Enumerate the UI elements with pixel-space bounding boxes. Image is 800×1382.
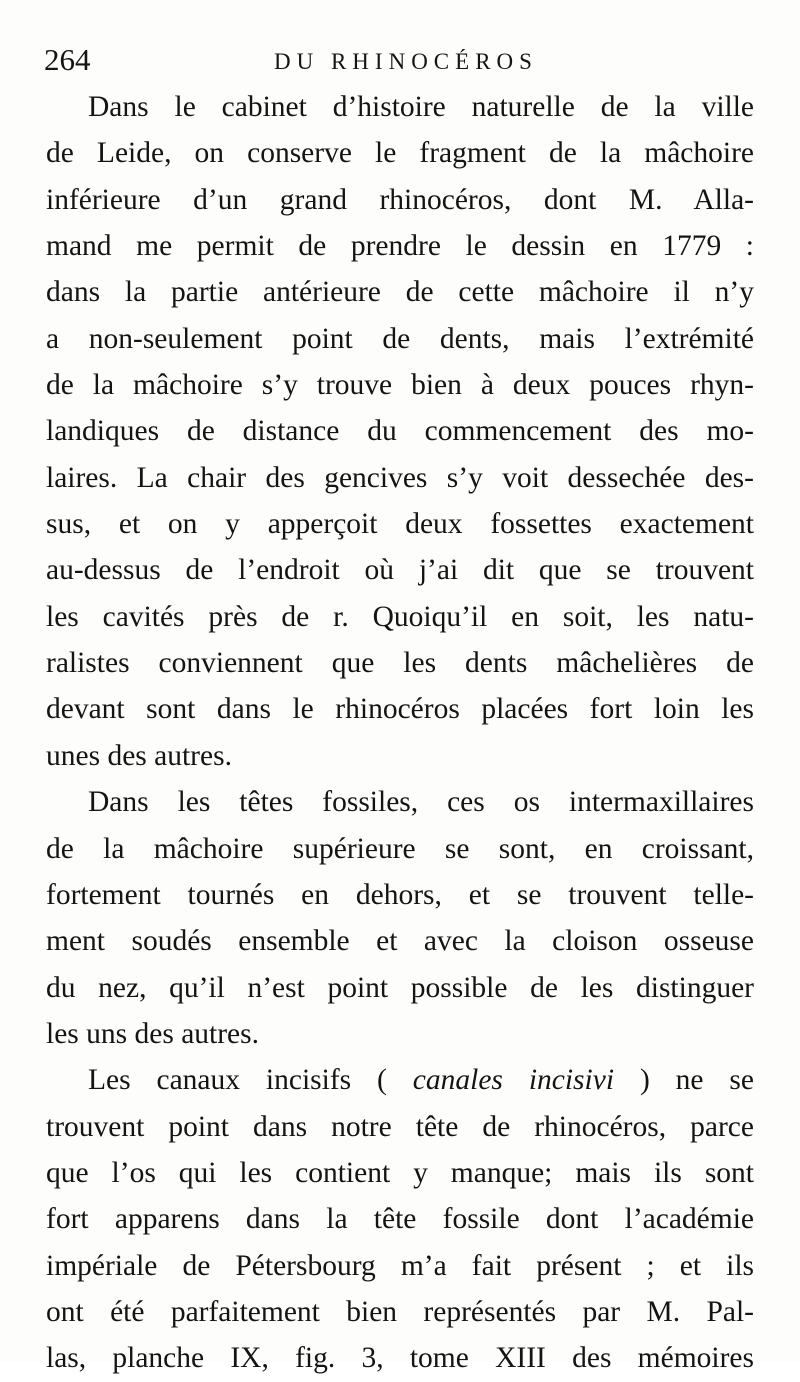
text-line: ont été parfaitement bien représentés par M. Pal- [46, 1295, 754, 1328]
text-run: Les canaux incisifs ( [88, 1064, 387, 1097]
text-run: ) ne se [639, 1064, 754, 1097]
text-line: ment soudés ensemble et avec la cloison osseuse [46, 925, 754, 958]
text-line: les cavités près de r. Quoiqu’il en soit, les natu- [46, 600, 754, 633]
paragraph-3 [46, 1057, 754, 1381]
text-line: fortement tournés en dehors, et se trouvent telle- [46, 878, 754, 911]
paragraph-1 [46, 84, 754, 779]
text-line: sus, et on y apperçoit deux fossettes exactement [46, 508, 754, 541]
body-text [46, 84, 754, 1382]
latin-term: canales incisivi [412, 1064, 615, 1097]
text-line: trouvent point dans notre tête de rhinocéros, parce [46, 1110, 754, 1143]
running-title: DU RHINOCÉROS [274, 49, 538, 74]
text-line [46, 1057, 754, 1103]
text-line: de la mâchoire s’y trouve bien à deux pouces rhyn- [46, 369, 754, 402]
text-line: unes des autres. [46, 739, 232, 772]
text-line: impériale de Pétersbourg m’a fait présent ; et ils [46, 1249, 754, 1282]
text-line: a non-seulement point de dents, mais l’extrémité [46, 322, 754, 355]
text-line: les uns des autres. [46, 1017, 260, 1050]
text-line: dans la partie antérieure de cette mâchoire il n’y [46, 276, 754, 309]
text-line: de la mâchoire supérieure se sont, en croissant, [46, 832, 754, 865]
text-line: fort apparens dans la tête fossile dont l’académie [46, 1203, 754, 1236]
text-line: devant sont dans le rhinocéros placées fort loin les [46, 693, 754, 726]
text-line: Dans les têtes fossiles, ces os intermaxillaires [88, 786, 754, 819]
text-line: du nez, qu’il n’est point possible de les distinguer [46, 971, 754, 1004]
text-line: las, planche IX, fig. 3, tome XIII des mémoires [46, 1342, 754, 1375]
text-line: que l’os qui les contient y manque; mais ils sont [46, 1156, 754, 1189]
text-line: Dans le cabinet d’histoire naturelle de la ville [88, 91, 754, 123]
text-line: mand me permit de prendre le dessin en 1779 : [46, 230, 754, 263]
text-line: de Leide, on conserve le fragment de la mâchoire [46, 137, 754, 170]
text-line: au-dessus de l’endroit où j’ai dit que se trouvent [46, 554, 754, 587]
running-head [44, 40, 764, 80]
page-number: 264 [44, 42, 91, 77]
paragraph-2 [46, 779, 754, 1057]
text-line: landiques de distance du commencement des mo- [46, 415, 754, 448]
text-line: ralistes conviennent que les dents mâchelières de [46, 647, 754, 680]
text-line: laires. La chair des gencives s’y voit dessechée des- [46, 461, 754, 494]
text-line: inférieure d’un grand rhinocéros, dont M. Alla- [46, 183, 754, 216]
